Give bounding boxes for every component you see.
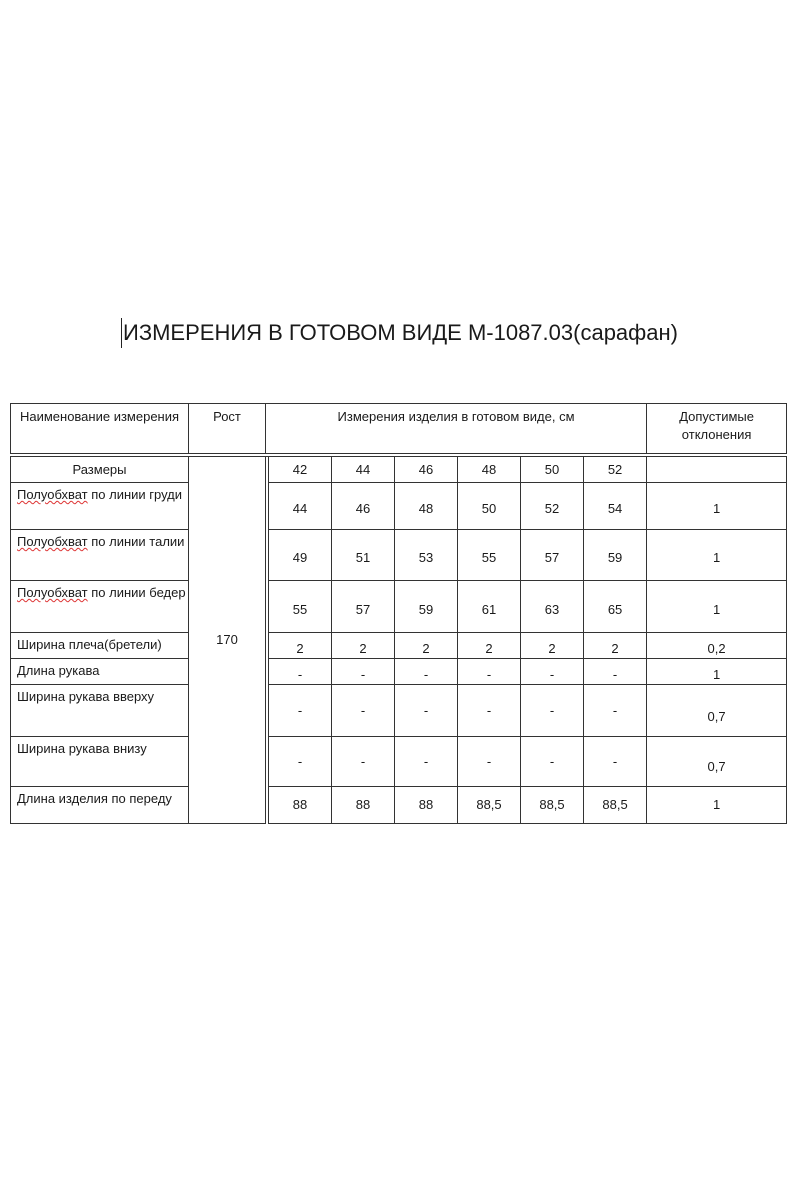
tolerance-cell: 1	[647, 581, 787, 633]
value-cell: 52	[521, 483, 584, 530]
value-cell: -	[332, 737, 395, 787]
value-cell: 55	[458, 530, 521, 581]
value-cell: 2	[269, 633, 332, 659]
value-cell: 57	[521, 530, 584, 581]
value-cell: -	[521, 737, 584, 787]
table-row	[11, 659, 787, 685]
table-row	[11, 633, 787, 659]
size-cell: 50	[521, 457, 584, 483]
header-height: Рост	[189, 404, 266, 454]
row-name: Ширина плеча(бретели)	[11, 633, 189, 659]
height-value: 170	[189, 457, 266, 824]
table-row	[11, 737, 787, 787]
value-cell: 88,5	[584, 787, 647, 824]
value-cell: 51	[332, 530, 395, 581]
header-tolerance: Допустимые отклонения	[647, 404, 787, 454]
table-row	[11, 685, 787, 737]
value-cell: -	[521, 659, 584, 685]
value-cell: 2	[332, 633, 395, 659]
text-cursor	[121, 318, 122, 348]
size-cell: 44	[332, 457, 395, 483]
table-row	[11, 483, 787, 530]
tolerance-cell: 0,2	[647, 633, 787, 659]
tolerance-cell: 1	[647, 483, 787, 530]
measurements-table	[10, 403, 787, 824]
value-cell: 49	[269, 530, 332, 581]
size-cell: 42	[269, 457, 332, 483]
document-title: ИЗМЕРЕНИЯ В ГОТОВОМ ВИДЕ М-1087.03(сарафан)	[123, 320, 678, 345]
value-cell: -	[395, 737, 458, 787]
value-cell: 2	[395, 633, 458, 659]
tolerance-cell: 1	[647, 659, 787, 685]
row-name: Полуобхват по линии талии	[11, 530, 189, 581]
value-cell: 2	[521, 633, 584, 659]
value-cell: 88	[395, 787, 458, 824]
value-cell: 54	[584, 483, 647, 530]
value-cell: 50	[458, 483, 521, 530]
tolerance-cell: 1	[647, 787, 787, 824]
table-header-row	[11, 404, 787, 454]
row-name: Полуобхват по линии бедер	[11, 581, 189, 633]
value-cell: -	[269, 659, 332, 685]
sizes-label: Размеры	[11, 457, 189, 483]
header-name: Наименование измерения	[11, 404, 189, 454]
size-cell: 52	[584, 457, 647, 483]
value-cell: -	[269, 685, 332, 737]
value-cell: -	[332, 659, 395, 685]
header-measurements: Измерения изделия в готовом виде, см	[266, 404, 647, 454]
value-cell: 44	[269, 483, 332, 530]
value-cell: 46	[332, 483, 395, 530]
value-cell: 88,5	[521, 787, 584, 824]
row-name: Ширина рукава вверху	[11, 685, 189, 737]
value-cell: -	[395, 685, 458, 737]
value-cell: -	[458, 685, 521, 737]
value-cell: 2	[458, 633, 521, 659]
sizes-row	[11, 457, 787, 483]
size-cell: 46	[395, 457, 458, 483]
value-cell: 57	[332, 581, 395, 633]
value-cell: -	[458, 737, 521, 787]
row-name: Полуобхват по линии груди	[11, 483, 189, 530]
value-cell: 53	[395, 530, 458, 581]
value-cell: -	[395, 659, 458, 685]
row-name: Длина изделия по переду	[11, 787, 189, 824]
value-cell: -	[332, 685, 395, 737]
value-cell: 88	[332, 787, 395, 824]
size-cell: 48	[458, 457, 521, 483]
value-cell: 88,5	[458, 787, 521, 824]
value-cell: -	[458, 659, 521, 685]
value-cell: -	[584, 659, 647, 685]
value-cell: 55	[269, 581, 332, 633]
value-cell: -	[269, 737, 332, 787]
value-cell: 61	[458, 581, 521, 633]
value-cell: -	[584, 737, 647, 787]
row-name: Длина рукава	[11, 659, 189, 685]
value-cell: 65	[584, 581, 647, 633]
table-row	[11, 787, 787, 824]
value-cell: -	[521, 685, 584, 737]
value-cell: 59	[584, 530, 647, 581]
tolerance-cell: 0,7	[647, 685, 787, 737]
value-cell: 48	[395, 483, 458, 530]
sizes-tolerance-empty	[647, 457, 787, 483]
table-row	[11, 530, 787, 581]
table-row	[11, 581, 787, 633]
value-cell: 88	[269, 787, 332, 824]
value-cell: 59	[395, 581, 458, 633]
value-cell: -	[584, 685, 647, 737]
row-name: Ширина рукава внизу	[11, 737, 189, 787]
value-cell: 63	[521, 581, 584, 633]
tolerance-cell: 1	[647, 530, 787, 581]
tolerance-cell: 0,7	[647, 737, 787, 787]
value-cell: 2	[584, 633, 647, 659]
